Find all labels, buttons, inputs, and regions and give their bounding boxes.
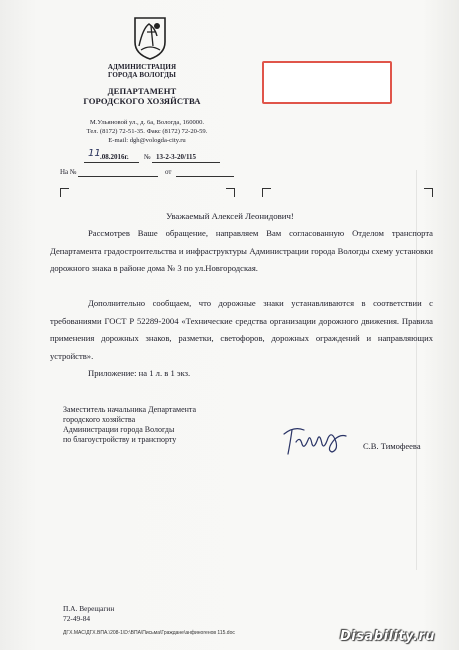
paragraph-1-text: Рассмотрев Ваше обращение, направляем Вам согласованную Отделом транспорта Департамента градостроительства и инфраструктуры Администрации города Вологды схему установки дорожного знака в районе дома № 3 по ул.Новгородская. — [50, 228, 433, 273]
signatory-name: С.В. Тимофеева — [363, 441, 421, 451]
signatory-line-3: Администрации города Вологды — [63, 425, 175, 434]
email: E-mail: dgh@vologda-city.ru — [108, 137, 186, 144]
watermark: Disability.ru — [340, 629, 436, 644]
date-rest: .08.2016г. — [100, 153, 129, 161]
paragraph-1 — [50, 225, 433, 278]
signatory-line-1: Заместитель начальника Департамента — [63, 405, 197, 414]
executor-block — [63, 604, 114, 624]
greeting: Уважаемый Алексей Леонидович! — [166, 211, 294, 221]
file-path: ДГХ.МАС\ДГХ.ВПА.\208-1\D:\ВПА\Письма\Граждане\анфиногенов 115.doc — [63, 630, 235, 636]
executor-phone: 72-49-84 — [63, 614, 91, 623]
to-label: На № — [60, 168, 77, 176]
signatory-line-2: городского хозяйства — [63, 415, 136, 424]
outgoing-number: 13-2-3-20/115 — [156, 153, 197, 161]
signatory-title — [63, 405, 196, 445]
org-name — [72, 63, 212, 79]
coat-of-arms-icon — [133, 16, 167, 60]
phone-fax: Тел. (8172) 72-51-35. Факс (8172) 72-20-59. — [86, 128, 208, 135]
number-label: № — [144, 153, 151, 161]
org-line-1: АДМИНИСТРАЦИЯ — [107, 63, 177, 71]
paragraph-2-text: Дополнительно сообщаем, что дорожные знаки устанавливаются в соответствии с требованиями ГОСТ Р 52289-2004 «Технические средства организации дорожного движения. Правила применения дорожных знаков, разметки, светофоров, дорожных ограждений и направляющих устройств». — [50, 298, 433, 361]
appendix — [50, 365, 433, 383]
handwritten-signature — [280, 420, 352, 460]
signatory-line-4: по благоустройству и транспорту — [63, 435, 177, 444]
appendix-text: Приложение: на 1 л. в 1 экз. — [88, 368, 191, 378]
address: М.Ульяновой ул., д. 6а, Вологда, 160000. — [89, 119, 205, 126]
dept-line-1: ДЕПАРТАМЕНТ — [107, 86, 177, 96]
contact-block — [72, 118, 222, 145]
department-name — [72, 86, 212, 106]
dept-line-2: ГОРОДСКОГО ХОЗЯЙСТВА — [83, 96, 201, 106]
date-day: 11 — [88, 148, 101, 159]
redacted-recipient — [262, 61, 392, 104]
from-label: от — [165, 168, 172, 176]
org-line-2: ГОРОДА ВОЛОГДЫ — [107, 71, 177, 79]
executor-name: П.А. Верещагин — [63, 604, 115, 613]
paragraph-2 — [50, 295, 433, 365]
